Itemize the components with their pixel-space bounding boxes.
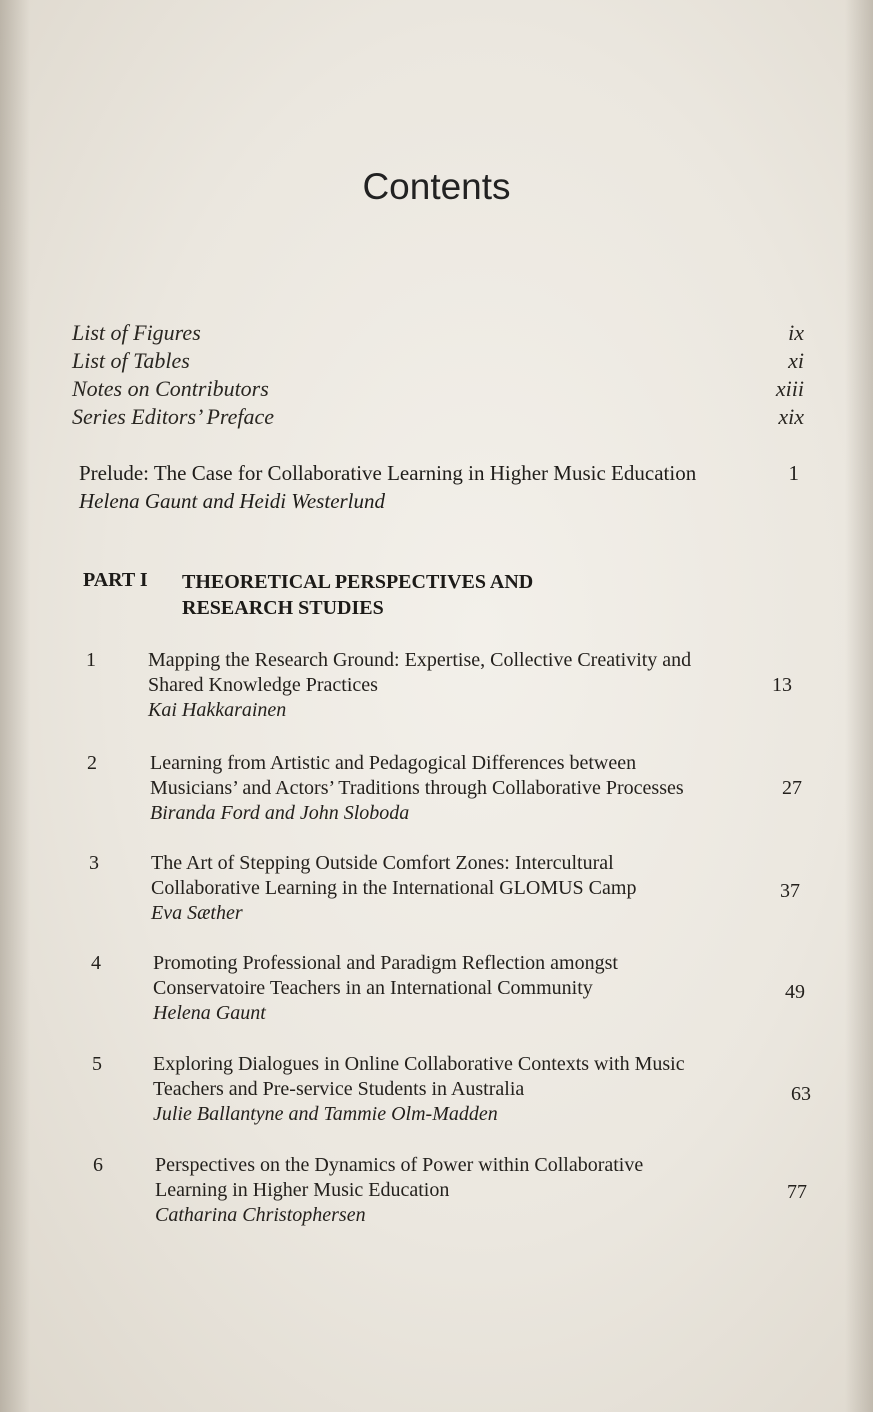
front-matter-page: xiii — [775, 376, 804, 401]
chapter-title-line1: Promoting Professional and Paradigm Reflection amongst — [153, 952, 618, 974]
front-matter-label: List of Tables — [72, 348, 190, 373]
chapter-title-line2: Learning in Higher Music Education — [155, 1179, 450, 1201]
prelude-title: Prelude: The Case for Collaborative Learning in Higher Music Education — [79, 461, 697, 485]
chapter-page: 49 — [785, 981, 805, 1003]
chapter-title-line2: Musicians’ and Actors’ Traditions through Collaborative Processes — [150, 777, 684, 799]
front-matter-page: ix — [788, 320, 804, 345]
front-matter-item-figures — [72, 320, 804, 348]
part-title-line1: THEORETICAL PERSPECTIVES AND — [182, 571, 534, 593]
chapter-title-line2: Shared Knowledge Practices — [148, 674, 378, 696]
chapter-title-line1: Perspectives on the Dynamics of Power within Collaborative — [155, 1154, 644, 1176]
chapter-authors: Kai Hakkarainen — [148, 699, 287, 721]
chapter-title-line1: The Art of Stepping Outside Comfort Zones: Intercultural — [151, 852, 614, 874]
chapter-authors: Catharina Christophersen — [155, 1204, 366, 1226]
front-matter-item-tables — [72, 348, 804, 376]
chapter-page: 27 — [782, 777, 802, 799]
page-title: Contents — [362, 166, 511, 207]
chapter-authors: Helena Gaunt — [153, 1002, 266, 1024]
chapter-number: 4 — [91, 952, 101, 974]
prelude-page: 1 — [788, 461, 799, 485]
chapter-number: 1 — [86, 649, 96, 671]
chapter-title-line1: Learning from Artistic and Pedagogical Differences between — [150, 752, 637, 774]
chapter-authors: Biranda Ford and John Sloboda — [150, 802, 410, 824]
front-matter-item-contributors — [72, 376, 804, 404]
chapter-page: 77 — [787, 1181, 807, 1203]
front-matter-page: xi — [788, 348, 804, 373]
chapter-number: 2 — [87, 752, 97, 774]
chapter-authors: Eva Sæther — [151, 902, 243, 924]
chapter-title-line2: Collaborative Learning in the International GLOMUS Camp — [151, 877, 637, 899]
chapter-title-line1: Exploring Dialogues in Online Collaborative Contexts with Music — [153, 1053, 685, 1075]
chapter-title-line1: Mapping the Research Ground: Expertise, Collective Creativity and — [148, 649, 692, 671]
chapter-number: 5 — [92, 1053, 102, 1075]
part-number: PART I — [83, 569, 148, 591]
chapter-title-line2: Teachers and Pre-service Students in Australia — [153, 1078, 525, 1100]
front-matter-item-preface — [72, 404, 804, 432]
chapter-number: 6 — [93, 1154, 103, 1176]
chapter-page: 37 — [780, 880, 800, 902]
part-title-line2: RESEARCH STUDIES — [182, 597, 384, 619]
chapter-title-line2: Conservatoire Teachers in an International Community — [153, 977, 593, 999]
chapter-number: 3 — [89, 852, 99, 874]
prelude-authors: Helena Gaunt and Heidi Westerlund — [79, 489, 386, 513]
front-matter-page: xix — [778, 404, 804, 429]
chapter-page: 13 — [772, 674, 792, 696]
front-matter-label: List of Figures — [72, 320, 201, 345]
front-matter-label: Series Editors’ Preface — [72, 404, 275, 429]
chapter-authors: Julie Ballantyne and Tammie Olm-Madden — [153, 1103, 498, 1125]
chapter-page: 63 — [791, 1083, 811, 1105]
front-matter-label: Notes on Contributors — [72, 376, 269, 401]
